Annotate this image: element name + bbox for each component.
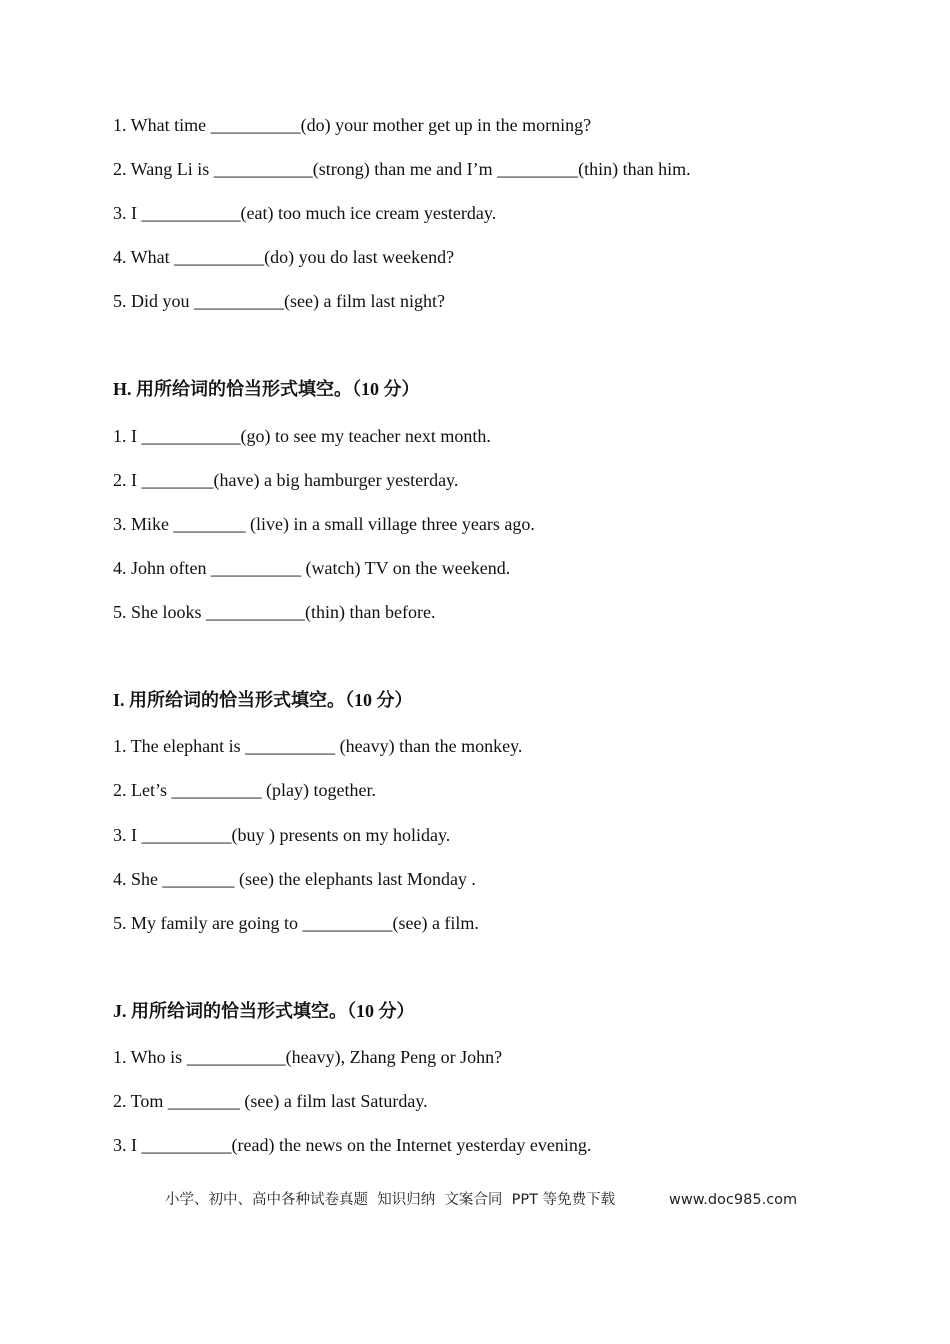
exercise-i-item-2: 2. Let’s __________ (play) together. (113, 780, 376, 800)
exercise-h-item-4: 4. John often __________ (watch) TV on the weekend. (113, 558, 511, 578)
section-j-heading: J. 用所给词的恰当形式填空。（10 分） (113, 1001, 415, 1021)
section-h-heading: H. 用所给词的恰当形式填空。（10 分） (113, 379, 420, 399)
exercise-g-item-3: 3. I ___________(eat) too much ice cream yesterday. (113, 203, 497, 223)
section-i-heading: I. 用所给词的恰当形式填空。（10 分） (113, 690, 413, 710)
exercise-i-item-4: 4. She ________ (see) the elephants last Monday . (113, 869, 476, 889)
exercise-j-item-3: 3. I __________(read) the news on the Internet yesterday evening. (113, 1135, 592, 1155)
exercise-i-item-1: 1. The elephant is __________ (heavy) than the monkey. (113, 736, 523, 756)
exercise-h-item-1: 1. I ___________(go) to see my teacher next month. (113, 426, 491, 446)
exercise-j-item-1: 1. Who is ___________(heavy), Zhang Peng or John? (113, 1047, 503, 1067)
exercise-g-item-1: 1. What time __________(do) your mother get up in the morning? (113, 115, 592, 135)
exercise-g-item-2: 2. Wang Li is ___________(strong) than me and I’m _________(thin) than him. (113, 159, 691, 179)
footer-text: 小学、初中、高中各种试卷真题 知识归纳 文案合同 PPT 等免费下载 (165, 1192, 616, 1208)
exercise-j-item-2: 2. Tom ________ (see) a film last Saturday. (113, 1091, 428, 1111)
exercise-i-item-3: 3. I __________(buy ) presents on my holiday. (113, 825, 451, 845)
exercise-i-item-5: 5. My family are going to __________(see) a film. (113, 913, 479, 933)
exercise-g-item-4: 4. What __________(do) you do last weekend? (113, 247, 455, 267)
footer-url[interactable]: www.doc985.com (669, 1192, 798, 1208)
exercise-g-item-5: 5. Did you __________(see) a film last night? (113, 291, 445, 311)
exercise-h-item-2: 2. I ________(have) a big hamburger yesterday. (113, 470, 459, 490)
exercise-h-item-3: 3. Mike ________ (live) in a small village three years ago. (113, 514, 535, 534)
exercise-h-item-5: 5. She looks ___________(thin) than before. (113, 602, 436, 622)
